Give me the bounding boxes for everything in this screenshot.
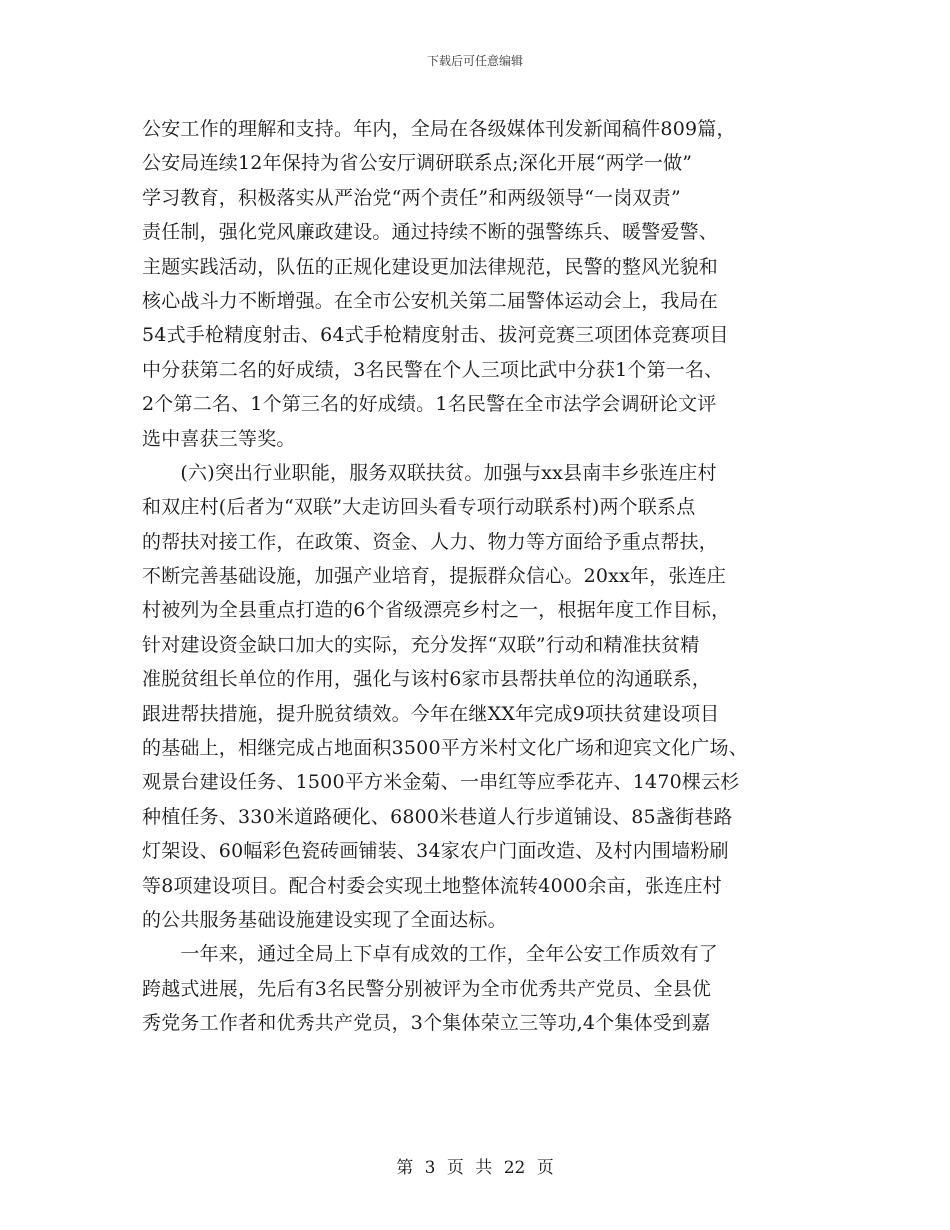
text-line: 等8项建设项目。配合村委会实现土地整体流转4000余亩，张连庄村 xyxy=(142,874,722,897)
text-line: 公安工作的理解和支持。年内，全局在各级媒体刊发新闻稿件809篇， xyxy=(142,118,736,140)
text-line: 不断完善基础设施，加强产业培育，提振群众信心。20xx年，张连庄 xyxy=(142,565,727,588)
text-line: 秀党务工作者和优秀共产党员，3个集体荣立三等功,4个集体受到嘉 xyxy=(142,1012,711,1035)
text-line: 核心战斗力不断增强。在全市公安机关第二届警体运动会上，我局在 xyxy=(142,289,719,312)
document-body xyxy=(142,112,822,1041)
text-line: (六)突出行业职能，服务双联扶贫。加强与xx县南丰乡张连庄村 xyxy=(142,461,717,484)
text-line: 中分获第二名的好成绩，3名民警在个人三项比武中分获1个第一名、 xyxy=(142,358,724,381)
text-line: 选中喜获三等奖。 xyxy=(142,427,296,450)
text-line: 灯架设、60幅彩色瓷砖画铺装、34家农户门面改造、及村内围墙粉刷 xyxy=(142,840,729,863)
text-line: 一年来，通过全局上下卓有成效的工作，全年公安工作质效有了 xyxy=(142,943,719,966)
text-line: 学习教育，积极落实从严治党“两个责任”和两级领导“一岗双责” xyxy=(142,186,681,209)
text-line: 跨越式进展，先后有3名民警分别被评为全市优秀共产党员、全县优 xyxy=(142,977,712,1000)
text-line: 责任制，强化党风廉政建设。通过持续不断的强警练兵、暖警爱警、 xyxy=(142,221,719,244)
text-line: 的公共服务基础设施建设实现了全面达标。 xyxy=(142,908,507,931)
page-number: 第 3 页 共 22 页 xyxy=(396,1158,554,1178)
text-line: 的基础上，相继完成占地面积3500平方米村文化广场和迎宾文化广场、 xyxy=(142,737,748,760)
page-header-note: 下载后可任意编辑 xyxy=(426,54,523,68)
text-line: 和双庄村(后者为“双联”大走访回头看专项行动联系村)两个联系点 xyxy=(142,496,696,519)
text-line: 公安局连续12年保持为省公安厅调研联系点;深化开展“两学一做” xyxy=(142,152,693,175)
text-line: 针对建设资金缺口加大的实际，充分发挥“双联”行动和精准扶贫精 xyxy=(142,633,700,656)
text-line: 的帮扶对接工作，在政策、资金、人力、物力等方面给予重点帮扶， xyxy=(142,530,719,553)
text-line: 观景台建设任务、1500平方米金菊、一串红等应季花卉、1470棵云杉 xyxy=(142,771,740,794)
text-line: 54式手枪精度射击、64式手枪精度射击、拔河竞赛三项团体竞赛项目 xyxy=(142,324,729,347)
text-line: 跟进帮扶措施，提升脱贫绩效。今年在继XX年完成9项扶贫建设项目 xyxy=(142,702,720,725)
text-line: 准脱贫组长单位的作用，强化与该村6家市县帮扶单位的沟通联系， xyxy=(142,668,712,691)
text-line: 种植任务、330米道路硬化、6800米巷道人行步道铺设、85盏街巷路 xyxy=(142,805,733,828)
text-line: 主题实践活动，队伍的正规化建设更加法律规范，民警的整风光貌和 xyxy=(142,255,719,278)
text-line: 村被列为全县重点打造的6个省级漂亮乡村之一，根据年度工作目标， xyxy=(142,599,731,622)
text-line: 2个第二名、1个第三名的好成绩。1名民警在全市法学会调研论文评 xyxy=(142,393,717,416)
